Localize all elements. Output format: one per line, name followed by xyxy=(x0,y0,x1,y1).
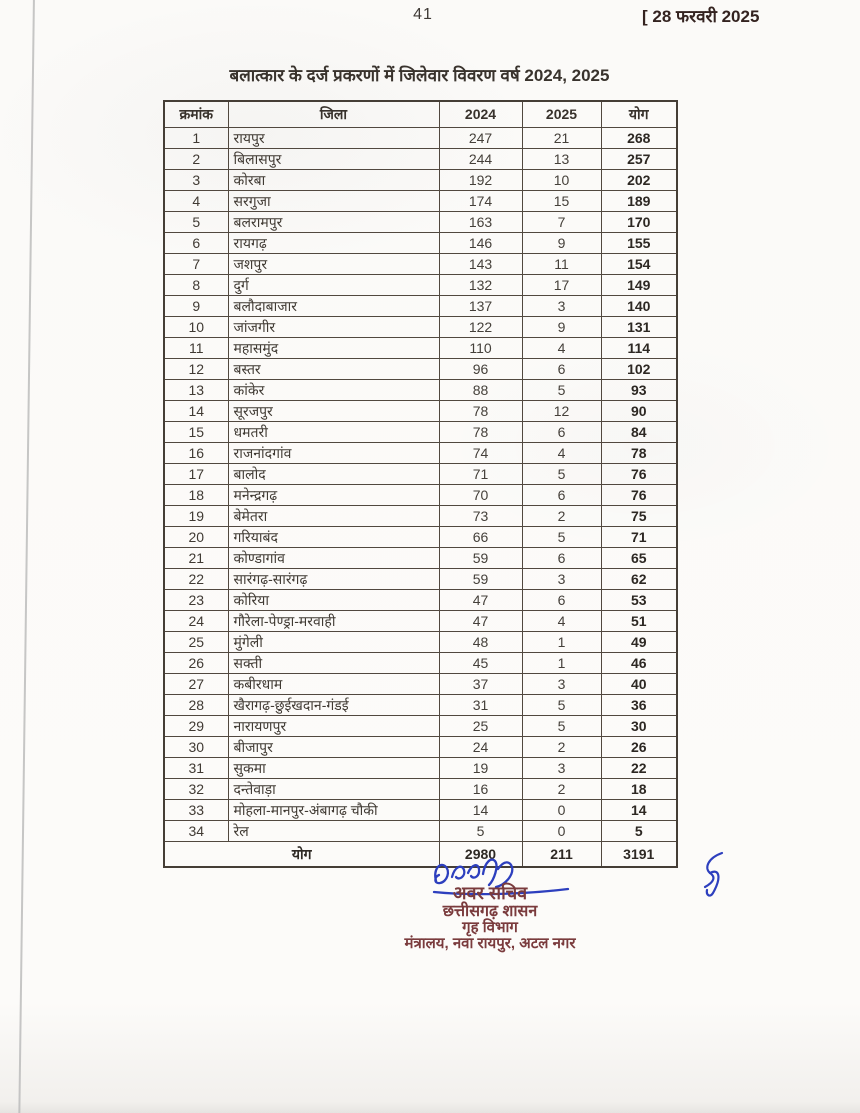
serial-cell: 26 xyxy=(164,653,228,674)
y2025-cell: 4 xyxy=(522,443,601,464)
y2024-cell: 74 xyxy=(439,443,522,464)
district-cell: जशपुर xyxy=(228,254,439,275)
y2025-cell: 3 xyxy=(522,296,601,317)
table-row xyxy=(164,275,677,296)
total-cell: 49 xyxy=(601,632,677,653)
total-2025-cell: 211 xyxy=(522,842,601,868)
y2025-cell: 2 xyxy=(522,779,601,800)
total-cell: 22 xyxy=(601,758,677,779)
serial-cell: 20 xyxy=(164,527,228,548)
y2024-cell: 25 xyxy=(439,716,522,737)
table-row xyxy=(164,527,677,548)
table-row xyxy=(164,779,677,800)
district-cell: सुकमा xyxy=(228,758,439,779)
total-cell: 93 xyxy=(601,380,677,401)
total-cell: 75 xyxy=(601,506,677,527)
district-cell: कांकेर xyxy=(228,380,439,401)
serial-cell: 7 xyxy=(164,254,228,275)
page-number: 41 xyxy=(413,6,433,23)
y2025-cell: 5 xyxy=(522,464,601,485)
table-row xyxy=(164,590,677,611)
y2024-cell: 48 xyxy=(439,632,522,653)
y2025-cell: 0 xyxy=(522,821,601,842)
table-row xyxy=(164,191,677,212)
serial-cell: 12 xyxy=(164,359,228,380)
district-cell: कोण्डागांव xyxy=(228,548,439,569)
y2024-cell: 71 xyxy=(439,464,522,485)
total-cell: 78 xyxy=(601,443,677,464)
district-cell: बलौदाबाजार xyxy=(228,296,439,317)
total-cell: 102 xyxy=(601,359,677,380)
y2025-cell: 5 xyxy=(522,380,601,401)
serial-cell: 14 xyxy=(164,401,228,422)
y2025-cell: 12 xyxy=(522,401,601,422)
district-cell: नारायणपुर xyxy=(228,716,439,737)
y2024-cell: 47 xyxy=(439,590,522,611)
serial-cell: 13 xyxy=(164,380,228,401)
district-cell: सूरजपुर xyxy=(228,401,439,422)
serial-cell: 34 xyxy=(164,821,228,842)
total-cell: 76 xyxy=(601,464,677,485)
serial-cell: 9 xyxy=(164,296,228,317)
y2024-cell: 137 xyxy=(439,296,522,317)
y2025-cell: 5 xyxy=(522,695,601,716)
y2025-cell: 4 xyxy=(522,611,601,632)
serial-cell: 27 xyxy=(164,674,228,695)
table-row xyxy=(164,758,677,779)
serial-cell: 15 xyxy=(164,422,228,443)
total-sum-cell: 3191 xyxy=(601,842,677,868)
serial-cell: 23 xyxy=(164,590,228,611)
district-cell: खैरागढ़-छुईखदान-गंडई xyxy=(228,695,439,716)
table-row xyxy=(164,149,677,170)
district-cell: मनेन्द्रगढ़ xyxy=(228,485,439,506)
date-header: [ 28 फरवरी 2025 xyxy=(642,7,760,26)
total-cell: 170 xyxy=(601,212,677,233)
table-row xyxy=(164,800,677,821)
signatory-department: गृह विभाग xyxy=(462,919,518,936)
table-row xyxy=(164,317,677,338)
district-cell: कोरबा xyxy=(228,170,439,191)
district-cell: दुर्ग xyxy=(228,275,439,296)
y2024-cell: 132 xyxy=(439,275,522,296)
y2024-cell: 110 xyxy=(439,338,522,359)
header-2025: 2025 xyxy=(522,101,601,128)
district-cell: बीजापुर xyxy=(228,737,439,758)
district-cell: जांजगीर xyxy=(228,317,439,338)
total-cell: 51 xyxy=(601,611,677,632)
district-cell: रेल xyxy=(228,821,439,842)
total-cell: 90 xyxy=(601,401,677,422)
table-row xyxy=(164,464,677,485)
total-cell: 46 xyxy=(601,653,677,674)
table-row xyxy=(164,716,677,737)
y2025-cell: 3 xyxy=(522,674,601,695)
table-row xyxy=(164,695,677,716)
y2025-cell: 2 xyxy=(522,506,601,527)
y2024-cell: 163 xyxy=(439,212,522,233)
signatory-government: छत्तीसगढ़ शासन xyxy=(442,903,538,920)
header-2024: 2024 xyxy=(439,101,522,128)
serial-cell: 16 xyxy=(164,443,228,464)
total-cell: 5 xyxy=(601,821,677,842)
y2024-cell: 247 xyxy=(439,128,522,149)
table-row xyxy=(164,485,677,506)
total-cell: 36 xyxy=(601,695,677,716)
serial-cell: 17 xyxy=(164,464,228,485)
signatory-block xyxy=(356,884,624,952)
y2024-cell: 19 xyxy=(439,758,522,779)
document-title: बलात्कार के दर्ज प्रकरणों में जिलेवार विवरण वर्ष 2024, 2025 xyxy=(229,66,610,85)
total-cell: 140 xyxy=(601,296,677,317)
serial-cell: 1 xyxy=(164,128,228,149)
serial-cell: 29 xyxy=(164,716,228,737)
y2025-cell: 6 xyxy=(522,422,601,443)
table-row xyxy=(164,212,677,233)
y2024-cell: 16 xyxy=(439,779,522,800)
total-cell: 202 xyxy=(601,170,677,191)
table-row xyxy=(164,380,677,401)
total-cell: 257 xyxy=(601,149,677,170)
y2025-cell: 1 xyxy=(522,632,601,653)
total-cell: 71 xyxy=(601,527,677,548)
district-cell: बिलासपुर xyxy=(228,149,439,170)
table-row xyxy=(164,611,677,632)
serial-cell: 11 xyxy=(164,338,228,359)
district-cell: बेमेतरा xyxy=(228,506,439,527)
serial-cell: 22 xyxy=(164,569,228,590)
table-row xyxy=(164,296,677,317)
y2024-cell: 24 xyxy=(439,737,522,758)
serial-cell: 28 xyxy=(164,695,228,716)
table-row xyxy=(164,737,677,758)
total-cell: 149 xyxy=(601,275,677,296)
table-row xyxy=(164,674,677,695)
serial-cell: 33 xyxy=(164,800,228,821)
y2025-cell: 6 xyxy=(522,485,601,506)
total-cell: 40 xyxy=(601,674,677,695)
district-cell: मुंगेली xyxy=(228,632,439,653)
y2024-cell: 96 xyxy=(439,359,522,380)
y2024-cell: 122 xyxy=(439,317,522,338)
y2024-cell: 192 xyxy=(439,170,522,191)
total-cell: 84 xyxy=(601,422,677,443)
serial-cell: 21 xyxy=(164,548,228,569)
y2025-cell: 0 xyxy=(522,800,601,821)
serial-cell: 25 xyxy=(164,632,228,653)
y2025-cell: 6 xyxy=(522,359,601,380)
serial-cell: 5 xyxy=(164,212,228,233)
y2025-cell: 2 xyxy=(522,737,601,758)
total-cell: 62 xyxy=(601,569,677,590)
total-cell: 189 xyxy=(601,191,677,212)
serial-cell: 32 xyxy=(164,779,228,800)
y2025-cell: 4 xyxy=(522,338,601,359)
y2024-cell: 244 xyxy=(439,149,522,170)
table-row xyxy=(164,338,677,359)
y2025-cell: 5 xyxy=(522,527,601,548)
total-cell: 155 xyxy=(601,233,677,254)
table-row xyxy=(164,422,677,443)
district-cell: राजनांदगांव xyxy=(228,443,439,464)
district-cell: कोरिया xyxy=(228,590,439,611)
district-cell: सारंगढ़-सारंगढ़ xyxy=(228,569,439,590)
y2024-cell: 70 xyxy=(439,485,522,506)
header-serial: क्रमांक xyxy=(164,101,228,128)
y2024-cell: 146 xyxy=(439,233,522,254)
serial-cell: 30 xyxy=(164,737,228,758)
table-row xyxy=(164,254,677,275)
y2024-cell: 78 xyxy=(439,422,522,443)
district-cell: रायगढ़ xyxy=(228,233,439,254)
total-label-cell: योग xyxy=(164,842,439,868)
y2025-cell: 7 xyxy=(522,212,601,233)
table-row xyxy=(164,443,677,464)
total-cell: 18 xyxy=(601,779,677,800)
y2025-cell: 5 xyxy=(522,716,601,737)
district-cell: गरियाबंद xyxy=(228,527,439,548)
district-cell: बलरामपुर xyxy=(228,212,439,233)
district-cell: दन्तेवाड़ा xyxy=(228,779,439,800)
y2025-cell: 10 xyxy=(522,170,601,191)
total-cell: 53 xyxy=(601,590,677,611)
district-cell: कबीरधाम xyxy=(228,674,439,695)
y2024-cell: 31 xyxy=(439,695,522,716)
y2025-cell: 9 xyxy=(522,233,601,254)
y2025-cell: 21 xyxy=(522,128,601,149)
y2025-cell: 13 xyxy=(522,149,601,170)
serial-cell: 4 xyxy=(164,191,228,212)
y2024-cell: 37 xyxy=(439,674,522,695)
total-cell: 131 xyxy=(601,317,677,338)
y2024-cell: 59 xyxy=(439,569,522,590)
y2025-cell: 15 xyxy=(522,191,601,212)
table-row xyxy=(164,821,677,842)
table-row xyxy=(164,233,677,254)
table-row xyxy=(164,170,677,191)
y2025-cell: 9 xyxy=(522,317,601,338)
header-total: योग xyxy=(601,101,677,128)
total-cell: 65 xyxy=(601,548,677,569)
initials-signature xyxy=(696,849,736,899)
signatory-designation: अवर सचिव xyxy=(452,883,528,903)
serial-cell: 6 xyxy=(164,233,228,254)
y2024-cell: 66 xyxy=(439,527,522,548)
total-cell: 114 xyxy=(601,338,677,359)
y2024-cell: 78 xyxy=(439,401,522,422)
serial-cell: 10 xyxy=(164,317,228,338)
table-row xyxy=(164,548,677,569)
serial-cell: 19 xyxy=(164,506,228,527)
y2025-cell: 17 xyxy=(522,275,601,296)
y2025-cell: 11 xyxy=(522,254,601,275)
district-cell: बालोद xyxy=(228,464,439,485)
total-cell: 30 xyxy=(601,716,677,737)
total-cell: 76 xyxy=(601,485,677,506)
y2024-cell: 45 xyxy=(439,653,522,674)
y2024-cell: 59 xyxy=(439,548,522,569)
serial-cell: 24 xyxy=(164,611,228,632)
district-cases-table xyxy=(163,100,678,868)
y2024-cell: 47 xyxy=(439,611,522,632)
y2025-cell: 6 xyxy=(522,548,601,569)
table-row xyxy=(164,359,677,380)
table-row xyxy=(164,569,677,590)
serial-cell: 31 xyxy=(164,758,228,779)
table-row xyxy=(164,401,677,422)
district-cell: सक्ती xyxy=(228,653,439,674)
y2024-cell: 174 xyxy=(439,191,522,212)
total-cell: 14 xyxy=(601,800,677,821)
total-cell: 154 xyxy=(601,254,677,275)
district-cell: धमतरी xyxy=(228,422,439,443)
header-district: जिला xyxy=(228,101,439,128)
serial-cell: 8 xyxy=(164,275,228,296)
district-cell: मोहला-मानपुर-अंबागढ़ चौकी xyxy=(228,800,439,821)
y2025-cell: 3 xyxy=(522,569,601,590)
scan-fold-line xyxy=(18,0,35,1113)
serial-cell: 3 xyxy=(164,170,228,191)
total-2024-cell: 2980 xyxy=(439,842,522,868)
y2025-cell: 1 xyxy=(522,653,601,674)
table-row xyxy=(164,632,677,653)
y2024-cell: 143 xyxy=(439,254,522,275)
y2024-cell: 14 xyxy=(439,800,522,821)
y2024-cell: 5 xyxy=(439,821,522,842)
district-cell: गौरेला-पेण्ड्रा-मरवाही xyxy=(228,611,439,632)
district-cell: रायपुर xyxy=(228,128,439,149)
table-row xyxy=(164,506,677,527)
total-cell: 26 xyxy=(601,737,677,758)
y2025-cell: 3 xyxy=(522,758,601,779)
y2025-cell: 6 xyxy=(522,590,601,611)
y2024-cell: 73 xyxy=(439,506,522,527)
table-header xyxy=(164,101,677,128)
serial-cell: 18 xyxy=(164,485,228,506)
district-cell: सरगुजा xyxy=(228,191,439,212)
signatory-address: मंत्रालय, नवा रायपुर, अटल नगर xyxy=(404,935,576,952)
table-body xyxy=(164,128,677,842)
district-cell: महासमुंद xyxy=(228,338,439,359)
serial-cell: 2 xyxy=(164,149,228,170)
table-row xyxy=(164,128,677,149)
y2024-cell: 88 xyxy=(439,380,522,401)
district-cell: बस्तर xyxy=(228,359,439,380)
table-row xyxy=(164,653,677,674)
total-cell: 268 xyxy=(601,128,677,149)
